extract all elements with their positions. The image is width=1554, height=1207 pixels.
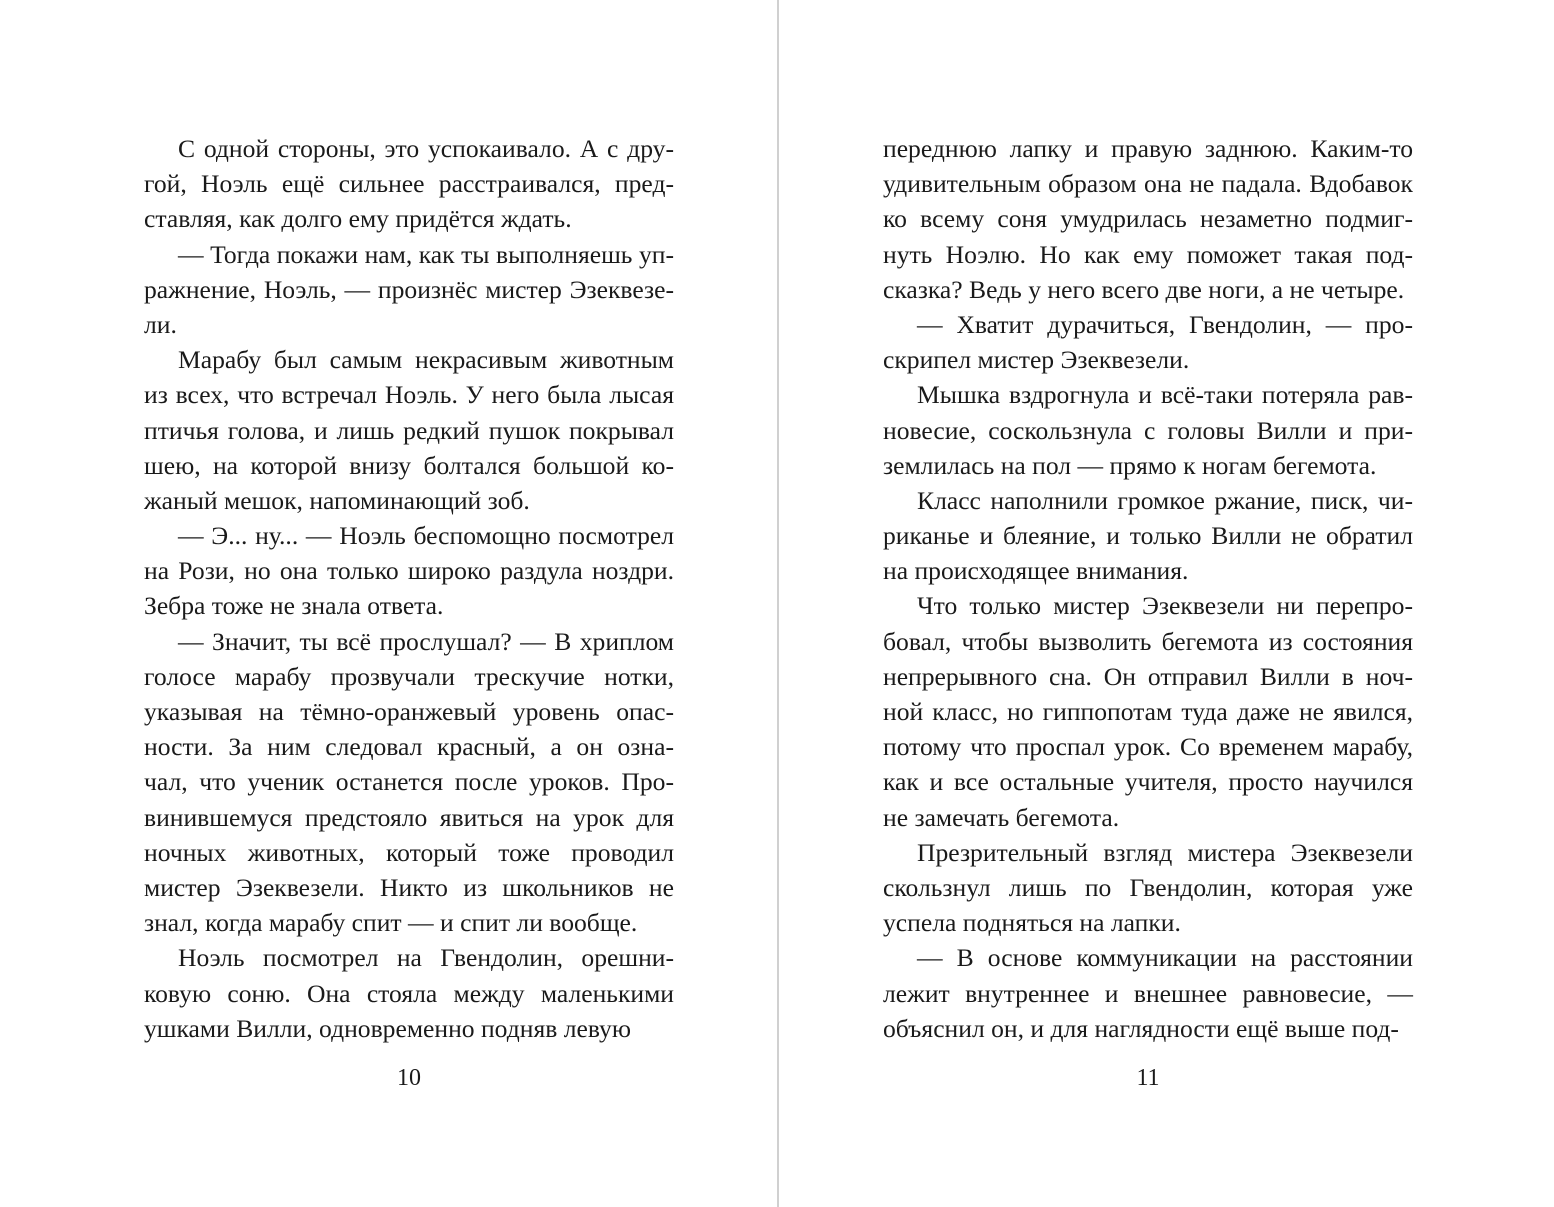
text-line: птичья голова, и лишь редкий пушок покрывал	[144, 415, 674, 445]
text-line: указывая на тёмно-оранжевый уровень опас-	[144, 697, 674, 726]
paragraph	[883, 377, 1413, 483]
text-line: нуть Ноэлю. Но как ему поможет такая под-	[883, 239, 1413, 269]
text-line: — Э... ну... — Ноэль беспомощно посмотрел	[178, 521, 674, 551]
paragraph	[144, 342, 674, 518]
text-line: как и все остальные учителя, просто научился	[883, 767, 1413, 797]
paragraph	[144, 131, 674, 237]
right-page	[883, 131, 1413, 1046]
text-line: ушками Вилли, одновременно подняв левую	[144, 1013, 631, 1043]
text-line: ковую соню. Она стояла между маленькими	[144, 978, 674, 1008]
text-line: риканье и блеяние, и только Вилли не обратил	[883, 521, 1413, 551]
text-line: удивительным образом она не падала. Вдобавок	[883, 169, 1413, 199]
left-page-number: 10	[397, 1065, 421, 1091]
paragraph	[144, 518, 674, 624]
paragraph	[144, 237, 674, 343]
left-page-text	[144, 131, 674, 1046]
text-line: успела подняться на лапки.	[883, 908, 1181, 938]
paragraph	[883, 835, 1413, 941]
text-line: новесие, соскользнула с головы Вилли и при-	[883, 415, 1413, 445]
text-line: ражнение, Ноэль, — произнёс мистер Эзеквезе-	[144, 274, 674, 304]
left-page	[144, 131, 674, 1046]
text-line: ночных животных, который тоже проводил	[144, 837, 674, 867]
text-line: Мышка вздрогнула и всё-таки потеряла рав-	[917, 380, 1413, 410]
text-line: ли.	[144, 309, 177, 339]
text-line: на Рози, но она только широко раздула ноздри.	[144, 556, 674, 586]
text-line: Зебра тоже не знала ответа.	[144, 591, 444, 621]
right-page-number: 11	[1136, 1065, 1160, 1091]
paragraph	[883, 588, 1413, 834]
text-line: потому что проспал урок. Со временем марабу,	[883, 732, 1413, 762]
text-line: на происходящее внимания.	[883, 556, 1189, 586]
text-line: ной класс, но гиппопотам туда даже не явился,	[883, 697, 1413, 726]
text-line: — В основе коммуникации на расстоянии	[917, 943, 1413, 973]
text-line: ности. За ним следовал красный, а он озна-	[144, 732, 674, 762]
text-line: Класс наполнили громкое ржание, писк, чи-	[917, 485, 1413, 515]
text-line: Марабу был самым некрасивым животным	[178, 345, 674, 375]
text-line: непрерывного сна. Он отправил Вилли в ноч-	[883, 661, 1413, 691]
text-line: не замечать бегемота.	[883, 802, 1120, 832]
paragraph	[883, 940, 1413, 1046]
text-line: Что только мистер Эзеквезели ни перепро-	[917, 591, 1413, 621]
text-line: шею, на которой внизу болтался большой ко-	[144, 450, 674, 480]
text-line: гой, Ноэль ещё сильнее расстраивался, пред-	[144, 169, 674, 199]
text-line: скрипел мистер Эзеквезели.	[883, 345, 1190, 375]
book-gutter	[777, 0, 779, 1207]
paragraph	[144, 624, 674, 941]
text-line: объяснил он, и для наглядности ещё выше под-	[883, 1013, 1399, 1043]
text-line: винившемуся предстояло явиться на урок для	[144, 802, 674, 832]
text-line: бовал, чтобы вызволить бегемота из состояния	[883, 626, 1413, 656]
right-page-text	[883, 131, 1413, 1046]
text-line: скользнул лишь по Гвендолин, которая уже	[883, 872, 1413, 902]
paragraph	[883, 131, 1413, 307]
text-line: жаный мешок, напоминающий зоб.	[144, 485, 530, 515]
text-line: ставляя, как долго ему придётся ждать.	[144, 204, 572, 234]
text-line: мистер Эзеквезели. Никто из школьников не	[144, 872, 674, 902]
text-line: сказка? Ведь у него всего две ноги, а не четыре.	[883, 274, 1405, 304]
text-line: землилась на пол — прямо к ногам бегемота.	[883, 450, 1377, 480]
text-line: — Значит, ты всё прослушал? — В хриплом	[178, 626, 674, 656]
text-line: Презрительный взгляд мистера Эзеквезели	[917, 837, 1413, 867]
text-line: С одной стороны, это успокаивало. А с дру-	[178, 134, 674, 163]
text-line: переднюю лапку и правую заднюю. Каким-то	[883, 134, 1413, 163]
text-line: из всех, что встречал Ноэль. У него была лысая	[144, 380, 674, 410]
paragraph	[144, 940, 674, 1046]
paragraph	[883, 307, 1413, 377]
text-line: — Хватит дурачиться, Гвендолин, — про-	[917, 309, 1413, 339]
text-line: знал, когда марабу спит — и спит ли вообще.	[144, 908, 638, 938]
text-line: лежит внутреннее и внешнее равновесие, —	[883, 978, 1413, 1008]
paragraph	[883, 483, 1413, 589]
text-line: Ноэль посмотрел на Гвендолин, орешни-	[178, 943, 674, 973]
text-line: чал, что ученик останется после уроков. Про-	[144, 767, 674, 797]
text-line: ко всему соня умудрилась незаметно подмиг-	[883, 204, 1413, 234]
text-line: — Тогда покажи нам, как ты выполняешь уп-	[178, 239, 674, 269]
text-line: голосе марабу прозвучали трескучие нотки,	[144, 661, 674, 691]
